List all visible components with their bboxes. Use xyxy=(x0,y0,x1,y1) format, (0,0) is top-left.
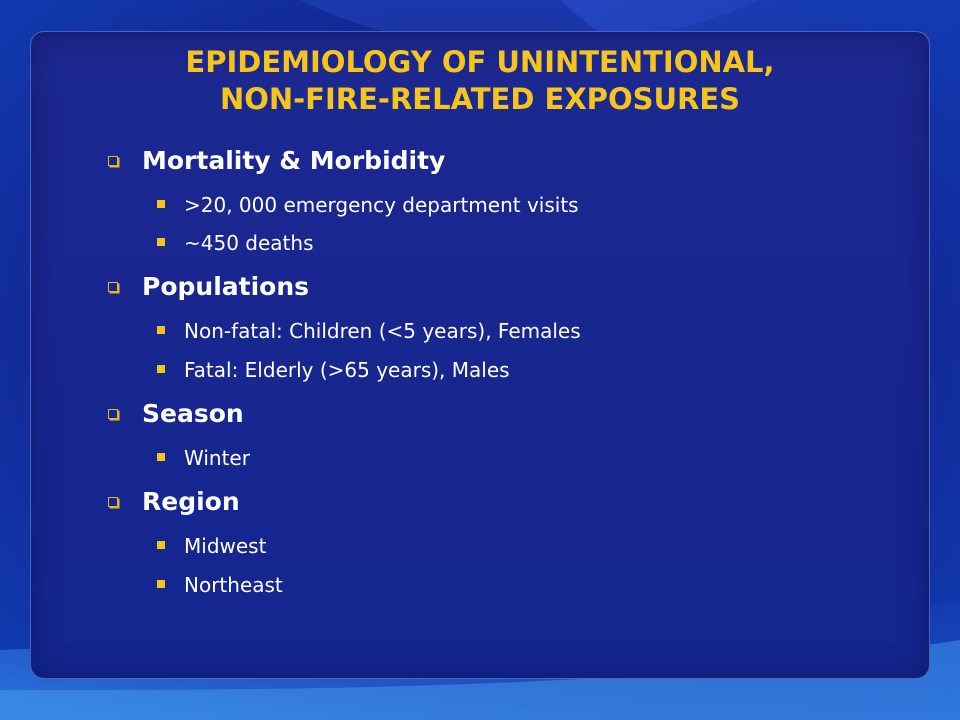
filled-square-bullet-icon xyxy=(157,365,165,373)
filled-square-bullet-icon xyxy=(157,238,165,246)
filled-square-bullet-icon xyxy=(157,541,165,549)
filled-square-bullet-icon xyxy=(157,200,165,208)
filled-square-bullet-icon xyxy=(157,453,165,461)
filled-square-bullet-icon xyxy=(157,580,165,588)
bullet-list: Mortality & Morbidity >20, 000 emergency department visits ~450 deaths Populations Non-fatal: Children (<5 years), Females Fatal: Elderly (>65 years), Males Season Winter Region Midwest Northeast xyxy=(0,0,960,720)
title-line-1: EPIDEMIOLOGY OF UNINTENTIONAL, xyxy=(185,45,775,79)
title-line-2: NON-FIRE-RELATED EXPOSURES xyxy=(219,82,741,116)
filled-square-bullet-icon xyxy=(157,326,165,334)
hollow-square-bullet-icon xyxy=(108,409,118,419)
hollow-square-bullet-icon xyxy=(108,282,118,292)
hollow-square-bullet-icon xyxy=(108,156,118,166)
hollow-square-bullet-icon xyxy=(108,497,118,507)
